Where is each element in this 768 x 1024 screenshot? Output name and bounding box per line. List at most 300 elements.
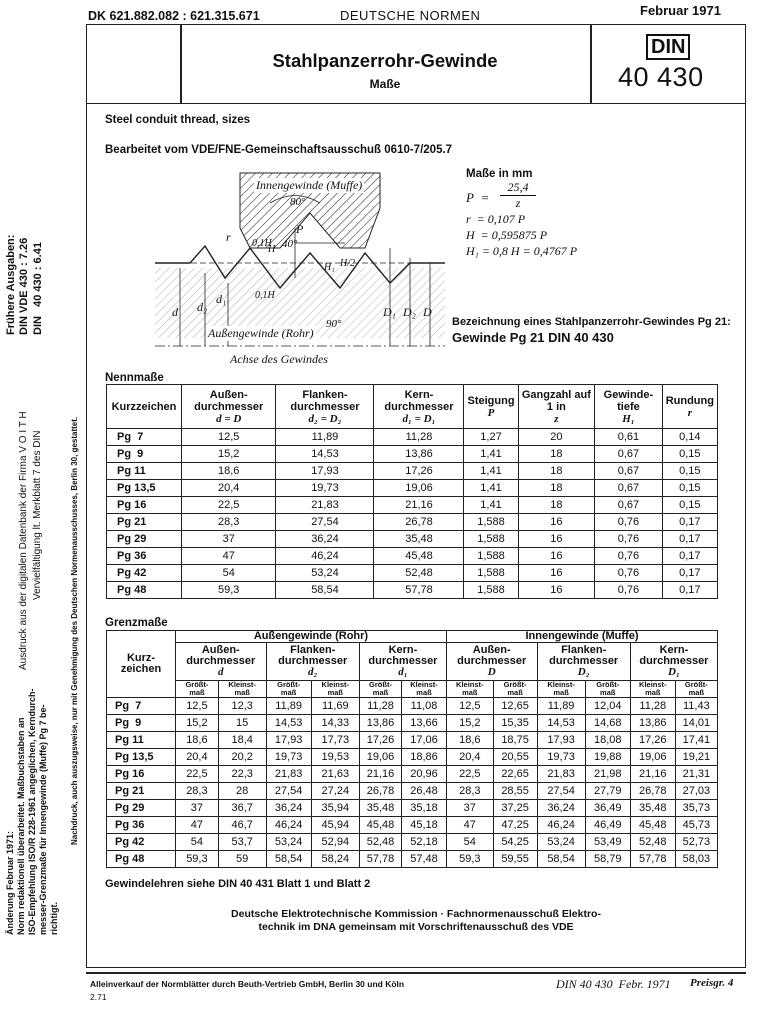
dim-label-d2: d₂ (197, 300, 208, 314)
grenz-body (107, 698, 718, 868)
table-cell: 0,14 (662, 429, 717, 446)
table-cell: 26,48 (402, 783, 447, 800)
nenn-table (106, 384, 718, 599)
table-cell: 18,6 (176, 732, 219, 749)
table-cell: 27,54 (276, 514, 374, 531)
table-cell: 0,76 (595, 582, 662, 599)
print-code: 2.71 (90, 992, 107, 1002)
nenn-header-7-label: Rundung (665, 394, 714, 407)
table-cell: 19,06 (359, 749, 401, 766)
nenn-header-2 (276, 385, 374, 429)
din-reference: DIN 40 430 Febr. 1971 (556, 977, 671, 991)
nenn-header-5-symbol: z (554, 412, 559, 425)
table-cell: 1,41 (464, 480, 518, 497)
table-row (107, 732, 718, 749)
table-cell: 52,48 (374, 565, 464, 582)
page-title: Stahlpanzerrohr-Gewinde (272, 50, 498, 71)
row-label: Pg 9 (107, 715, 176, 732)
nenn-header-6-label: Gewinde-tiefe (603, 388, 654, 413)
vertrieb-note: Alleinverkauf der Normblätter durch Beuth-Vertrieb GmbH, Berlin 30 und Köln (90, 979, 405, 989)
table-cell: 14,68 (585, 715, 630, 732)
grenz-col-0 (176, 643, 267, 681)
row-label: Pg 16 (107, 497, 182, 514)
table-cell: 19,06 (630, 749, 675, 766)
table-cell: 12,04 (585, 698, 630, 715)
row-label: Pg 36 (107, 548, 182, 565)
grenz-group-row (107, 631, 718, 643)
table-cell: 0,17 (662, 548, 717, 565)
grenz-col-1-symbol: d₂ (308, 666, 318, 678)
pitch-label: P (296, 222, 304, 236)
table-cell: 35,48 (374, 531, 464, 548)
table-cell: 22,5 (182, 497, 276, 514)
table-cell: 45,94 (311, 817, 359, 834)
table-cell: 18 (518, 463, 595, 480)
table-cell: 17,73 (311, 732, 359, 749)
table-cell: 0,17 (662, 582, 717, 599)
table-cell: 52,73 (675, 834, 717, 851)
table-cell: 12,5 (176, 698, 219, 715)
table-cell: 57,78 (374, 582, 464, 599)
formula-p-symbol: P (466, 190, 474, 205)
grenz-col-0-symbol: d (218, 666, 224, 678)
nenn-header-0 (107, 385, 182, 429)
table-cell: 0,15 (662, 446, 717, 463)
table-cell: 46,7 (218, 817, 266, 834)
table-cell: 18,6 (446, 732, 493, 749)
table-cell: 35,18 (402, 800, 447, 817)
table-cell: 13,86 (630, 715, 675, 732)
grenz-col-4 (537, 643, 630, 681)
table-cell: 58,03 (675, 851, 717, 868)
row-label: Pg 11 (107, 463, 182, 480)
table-cell: 36,24 (537, 800, 585, 817)
table-cell: 52,48 (359, 834, 401, 851)
table-row (107, 514, 718, 531)
kommission-line1: Deutsche Elektrotechnische Kommission · Fachnormenausschuß Elektro- (231, 908, 601, 920)
table-cell: 12,65 (493, 698, 537, 715)
table-cell: 20,2 (218, 749, 266, 766)
sub-header: Größt-maß (493, 681, 537, 698)
table-cell: 58,54 (537, 851, 585, 868)
table-row (107, 800, 718, 817)
table-cell: 16 (518, 514, 595, 531)
table-cell: 11,28 (374, 429, 464, 446)
table-cell: 12,5 (446, 698, 493, 715)
row-label: Pg 13,5 (107, 749, 176, 766)
table-cell: 53,49 (585, 834, 630, 851)
table-cell: 0,61 (595, 429, 662, 446)
table-cell: 16 (518, 582, 595, 599)
grenz-col-5-label: Kern-durchmesser (639, 644, 709, 667)
table-cell: 58,54 (276, 582, 374, 599)
designation-line1: Bezeichnung eines Stahlpanzerrohr-Gewindes Pg 21: (452, 316, 731, 328)
table-cell: 21,98 (585, 766, 630, 783)
nenn-header-7-symbol: r (687, 406, 692, 419)
table-cell: 0,15 (662, 480, 717, 497)
table-cell: 12,5 (182, 429, 276, 446)
table-cell: 0,15 (662, 497, 717, 514)
table-cell: 45,18 (402, 817, 447, 834)
table-cell: 11,69 (311, 698, 359, 715)
table-cell: 36,49 (585, 800, 630, 817)
table-cell: 21,83 (266, 766, 311, 783)
table-cell: 0,76 (595, 531, 662, 548)
formula-p-numerator: 25,4 (500, 180, 536, 196)
sub-header: Kleinst-maß (311, 681, 359, 698)
h-label-2: H (268, 244, 276, 255)
table-row (107, 715, 718, 732)
dim-label-D2: D₂ (403, 305, 416, 319)
table-cell: 45,73 (675, 817, 717, 834)
table-row (107, 548, 718, 565)
row-label: Pg 16 (107, 766, 176, 783)
table-cell: 21,16 (374, 497, 464, 514)
table-cell: 11,28 (359, 698, 401, 715)
row-label: Pg 11 (107, 732, 176, 749)
table-cell: 17,26 (630, 732, 675, 749)
table-cell: 16 (518, 531, 595, 548)
table-cell: 0,67 (595, 446, 662, 463)
table-cell: 54 (176, 834, 219, 851)
table-cell: 35,48 (630, 800, 675, 817)
table-cell: 20 (518, 429, 595, 446)
inner-thread-label: Innengewinde (Muffe) (256, 178, 363, 192)
din-number: 40 430 (618, 62, 704, 92)
table-cell: 19,21 (675, 749, 717, 766)
grenz-sub-row (107, 681, 718, 698)
table-cell: 27,03 (675, 783, 717, 800)
sub-header: Kleinst-maß (446, 681, 493, 698)
sub-header: Größt-maß (359, 681, 401, 698)
grenz-col-row (107, 643, 718, 681)
table-cell: 0,17 (662, 565, 717, 582)
table-row (107, 851, 718, 868)
table-cell: 0,15 (662, 463, 717, 480)
table-cell: 37 (176, 800, 219, 817)
table-cell: 58,79 (585, 851, 630, 868)
table-cell: 46,49 (585, 817, 630, 834)
table-cell: 46,24 (276, 548, 374, 565)
table-cell: 1,588 (464, 514, 518, 531)
table-cell: 11,08 (402, 698, 447, 715)
nenn-header-6-symbol: H₁ (622, 412, 635, 425)
nenn-header-5-label: Gangzahl auf 1 in (521, 388, 591, 413)
table-cell: 13,86 (359, 715, 401, 732)
formula-heading: Maße in mm (466, 168, 533, 180)
table-cell: 47,25 (493, 817, 537, 834)
table-cell: 59 (218, 851, 266, 868)
table-cell: 21,16 (359, 766, 401, 783)
table-cell: 1,588 (464, 582, 518, 599)
table-cell: 28,3 (446, 783, 493, 800)
grenz-col-4-symbol: D₂ (577, 666, 590, 678)
table-cell: 54 (182, 565, 276, 582)
aenderung-5: richtigt. (49, 902, 59, 935)
formula-h: H = 0,595875 P (466, 228, 548, 242)
table-cell: 17,26 (359, 732, 401, 749)
table-cell: 15,35 (493, 715, 537, 732)
table-cell: 45,48 (359, 817, 401, 834)
row-label: Pg 7 (107, 429, 182, 446)
table-cell: 28,3 (182, 514, 276, 531)
row-label: Pg 42 (107, 565, 182, 582)
nenn-header-0-label: Kurzzeichen (111, 400, 177, 413)
table-cell: 13,66 (402, 715, 447, 732)
table-cell: 53,24 (266, 834, 311, 851)
table-cell: 54,25 (493, 834, 537, 851)
table-cell: 17,93 (537, 732, 585, 749)
fruehere-ausgaben-3: DIN 40 430 : 6.41 (32, 242, 44, 335)
row-label: Pg 9 (107, 446, 182, 463)
table-cell: 57,78 (359, 851, 401, 868)
nachdruck-note: Nachdruck, auch auszugsweise, nur mit Genehmigung des Deutschen Normenausschusses, Berlin 30, gestattet. (70, 416, 79, 845)
table-cell: 18 (518, 497, 595, 514)
grenz-col-3-label: Außen-durchmesser (457, 644, 527, 667)
fruehere-ausgaben-2: DIN VDE 430 : 7.26 (18, 237, 30, 335)
table-cell: 58,54 (266, 851, 311, 868)
table-cell: 17,06 (402, 732, 447, 749)
table-cell: 52,18 (402, 834, 447, 851)
table-row (107, 565, 718, 582)
grenz-col-4-label: Flanken-durchmesser (549, 644, 619, 667)
table-row (107, 463, 718, 480)
grenz-kurz-label: Kurz-zeichen (120, 652, 162, 675)
table-cell: 28 (218, 783, 266, 800)
table-cell: 35,48 (359, 800, 401, 817)
table-cell: 14,53 (537, 715, 585, 732)
table-cell: 53,24 (276, 565, 374, 582)
table-cell: 28,55 (493, 783, 537, 800)
table-cell: 59,3 (446, 851, 493, 868)
table-cell: 22,5 (176, 766, 219, 783)
table-cell: 37 (446, 800, 493, 817)
row-label: Pg 36 (107, 817, 176, 834)
table-cell: 1,41 (464, 463, 518, 480)
nenn-header-3-label: Kern-durchmesser (384, 388, 454, 413)
table-cell: 11,28 (630, 698, 675, 715)
din-label: DIN (646, 34, 690, 60)
table-cell: 54 (446, 834, 493, 851)
row-label: Pg 7 (107, 698, 176, 715)
table-row (107, 749, 718, 766)
row-label: Pg 13,5 (107, 480, 182, 497)
nenn-header-5 (518, 385, 595, 429)
grenz-col-2 (359, 643, 446, 681)
table-cell: 59,3 (182, 582, 276, 599)
nenn-header-7 (662, 385, 717, 429)
table-cell: 21,83 (276, 497, 374, 514)
table-cell: 36,24 (276, 531, 374, 548)
table-cell: 20,4 (182, 480, 276, 497)
table-cell: 16 (518, 548, 595, 565)
table-cell: 20,96 (402, 766, 447, 783)
table-cell: 11,89 (266, 698, 311, 715)
bearbeitet-line: Bearbeitet vom VDE/FNE-Gemeinschaftsausschuß 0610-7/205.7 (105, 144, 453, 156)
table-cell: 14,53 (266, 715, 311, 732)
table-cell: 11,43 (675, 698, 717, 715)
table-cell: 20,55 (493, 749, 537, 766)
table-cell: 20,4 (446, 749, 493, 766)
nenn-header-2-symbol: d₂ = D₂ (308, 412, 342, 425)
h-label-5: 0,1H (255, 290, 275, 301)
table-cell: 14,33 (311, 715, 359, 732)
formula-p-denominator: z (515, 196, 521, 210)
table-cell: 1,588 (464, 548, 518, 565)
aenderung-3: ISO-Empfehlung ISO/R 228-1961 angeglichen, Kerndurch- (27, 688, 37, 935)
table-cell: 35,94 (311, 800, 359, 817)
table-cell: 47 (182, 548, 276, 565)
table-row (107, 783, 718, 800)
table-cell: 57,78 (630, 851, 675, 868)
nenn-header-1-label: Außen-durchmesser (194, 388, 264, 413)
axis-label: Achse des Gewindes (230, 352, 328, 366)
table-cell: 18,6 (182, 463, 276, 480)
angle-40-label: 40° (282, 238, 298, 250)
table-cell: 1,588 (464, 565, 518, 582)
grenz-col-3-symbol: D (487, 666, 496, 678)
nenn-body (107, 429, 718, 599)
table-cell: 22,5 (446, 766, 493, 783)
table-cell: 22,3 (218, 766, 266, 783)
dim-label-D: D (423, 305, 432, 319)
table-cell: 22,65 (493, 766, 537, 783)
table-cell: 45,48 (374, 548, 464, 565)
grenz-col-0-label: Außen-durchmesser (186, 644, 256, 667)
deutsche-normen: DEUTSCHE NORMEN (340, 8, 481, 23)
table-cell: 36,7 (218, 800, 266, 817)
grenz-col-2-label: Kern-durchmesser (368, 644, 438, 667)
table-cell: 35,73 (675, 800, 717, 817)
grenz-col-3 (446, 643, 537, 681)
table-cell: 14,53 (276, 446, 374, 463)
row-label: Pg 21 (107, 514, 182, 531)
page-subtitle: Maße (369, 77, 401, 91)
table-cell: 1,41 (464, 497, 518, 514)
nenn-header-2-label: Flanken-durchmesser (290, 388, 360, 413)
title-divider-right (590, 24, 592, 104)
table-cell: 47 (446, 817, 493, 834)
table-cell: 27,54 (537, 783, 585, 800)
formula-h1: H₁ = 0,8 H = 0,4767 P (466, 244, 578, 258)
table-row (107, 582, 718, 599)
table-cell: 20,4 (176, 749, 219, 766)
row-label: Pg 29 (107, 800, 176, 817)
nenn-header-3-symbol: d₁ = D₁ (402, 412, 436, 425)
grenz-title: Grenzmaße (105, 617, 168, 629)
table-cell: 1,41 (464, 446, 518, 463)
table-cell: 45,48 (630, 817, 675, 834)
table-cell: 0,76 (595, 565, 662, 582)
dim-label-d: d (172, 305, 178, 319)
table-cell: 1,588 (464, 531, 518, 548)
h-label-3: H/2 (340, 258, 355, 269)
table-row (107, 698, 718, 715)
table-cell: 18 (518, 480, 595, 497)
table-cell: 14,01 (675, 715, 717, 732)
table-cell: 19,73 (266, 749, 311, 766)
table-cell: 15,2 (446, 715, 493, 732)
table-cell: 46,24 (266, 817, 311, 834)
grenz-table (106, 630, 718, 868)
table-cell: 59,55 (493, 851, 537, 868)
aenderung-2: Norm redaktionell überarbeitet. Maßbuchstaben an (16, 717, 26, 935)
sub-header: Größt-maß (266, 681, 311, 698)
table-cell: 0,67 (595, 497, 662, 514)
angle-90-label: 90° (326, 318, 342, 330)
ausdruck-line-1: Ausdruck aus der digitalen Datenbank der Firma V O I T H (18, 411, 29, 670)
table-cell: 37,25 (493, 800, 537, 817)
sub-header: Kleinst-maß (630, 681, 675, 698)
table-row (107, 766, 718, 783)
gewindelehren-note: Gewindelehren siehe DIN 40 431 Blatt 1 und Blatt 2 (105, 878, 371, 890)
table-cell: 0,17 (662, 531, 717, 548)
table-row (107, 834, 718, 851)
table-cell: 27,79 (585, 783, 630, 800)
table-row (107, 817, 718, 834)
table-cell: 21,63 (311, 766, 359, 783)
table-cell: 18,86 (402, 749, 447, 766)
table-cell: 19,06 (374, 480, 464, 497)
outer-thread-label: Außengewinde (Rohr) (208, 326, 314, 340)
table-cell: 52,48 (630, 834, 675, 851)
nenn-header-4-symbol: P (487, 406, 495, 419)
h-label-4: H₁ (324, 262, 335, 273)
nenn-header-6 (595, 385, 662, 429)
table-cell: 11,89 (276, 429, 374, 446)
table-cell: 27,24 (311, 783, 359, 800)
table-cell: 52,94 (311, 834, 359, 851)
price-group: Preisgr. 4 (690, 977, 734, 989)
dim-label-d1: d₁ (216, 292, 227, 306)
table-cell: 17,26 (374, 463, 464, 480)
table-cell: 1,27 (464, 429, 518, 446)
nenn-header-3 (374, 385, 464, 429)
h-label-1: 0,1H (252, 238, 272, 249)
nenn-title: Nennmaße (105, 372, 164, 384)
nenn-header-4-label: Steigung (467, 394, 515, 407)
table-cell: 21,83 (537, 766, 585, 783)
table-row (107, 497, 718, 514)
table-cell: 26,78 (374, 514, 464, 531)
bottom-rule (86, 972, 746, 974)
row-label: Pg 48 (107, 582, 182, 599)
table-cell: 28,3 (176, 783, 219, 800)
row-label: Pg 29 (107, 531, 182, 548)
table-cell: 16 (518, 565, 595, 582)
table-row (107, 531, 718, 548)
table-cell: 0,76 (595, 548, 662, 565)
row-label: Pg 21 (107, 783, 176, 800)
table-cell: 18 (518, 446, 595, 463)
table-cell: 15,2 (182, 446, 276, 463)
table-cell: 36,24 (266, 800, 311, 817)
sub-header: Kleinst-maß (537, 681, 585, 698)
table-cell: 17,93 (266, 732, 311, 749)
table-cell: 0,76 (595, 514, 662, 531)
nenn-header-1-symbol: d = D (216, 412, 242, 425)
sub-header: Kleinst-maß (218, 681, 266, 698)
table-row (107, 429, 718, 446)
designation-line2: Gewinde Pg 21 DIN 40 430 (452, 330, 614, 345)
radius-label: r (226, 230, 231, 244)
table-cell: 0,67 (595, 463, 662, 480)
nenn-header-4 (464, 385, 518, 429)
table-cell: 59,3 (176, 851, 219, 868)
table-cell: 46,24 (537, 817, 585, 834)
table-cell: 57,48 (402, 851, 447, 868)
table-row (107, 480, 718, 497)
